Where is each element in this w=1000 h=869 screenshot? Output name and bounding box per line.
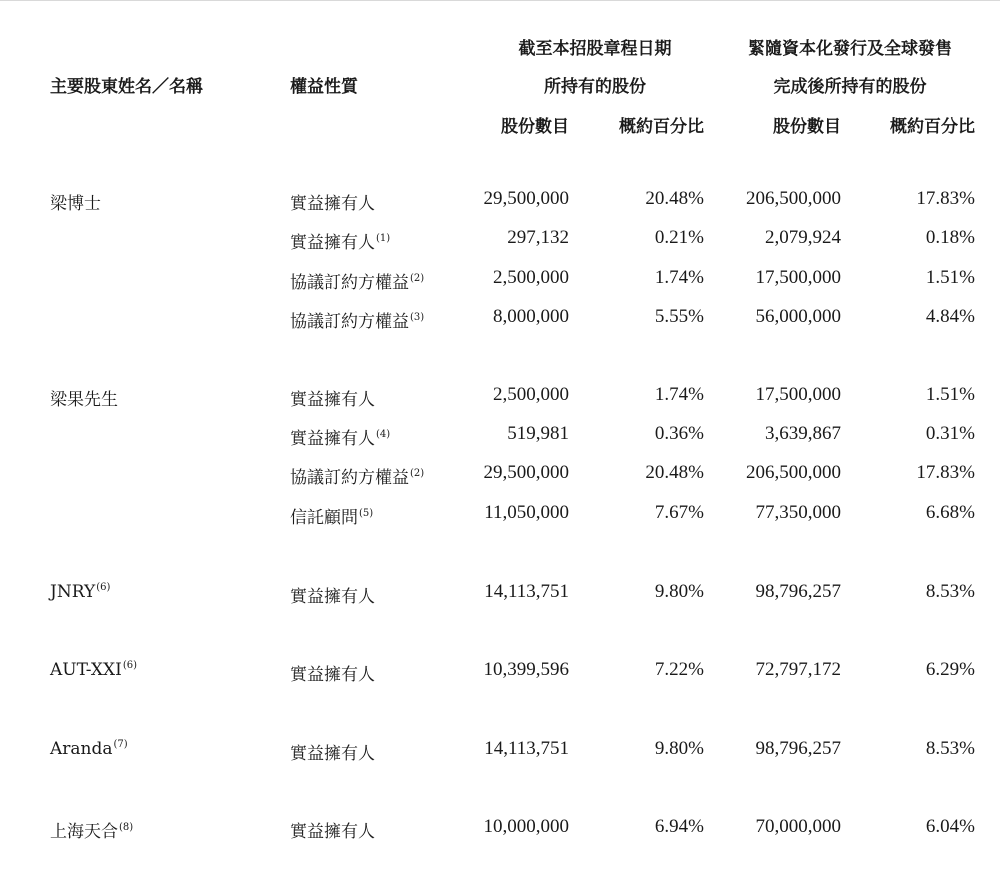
shares-after-offering bbox=[756, 738, 842, 760]
header-pct-after: 概約百分比 bbox=[890, 117, 975, 137]
shares-before-offering bbox=[493, 306, 569, 328]
interest-nature bbox=[290, 189, 375, 214]
interest-nature-text: 實益擁有人 bbox=[290, 587, 375, 607]
interest-nature bbox=[290, 503, 373, 528]
shares-after-offering bbox=[756, 581, 842, 603]
interest-nature bbox=[290, 582, 375, 607]
shares-before-offering-text: 11,050,000 bbox=[484, 502, 569, 523]
percent-after-offering-text: 8.53% bbox=[925, 738, 975, 759]
shares-before-offering-text: 8,000,000 bbox=[493, 306, 569, 327]
header-group2-line1: 緊隨資本化發行及全球發售 bbox=[748, 39, 952, 59]
percent-before-offering bbox=[655, 306, 704, 328]
shares-before-offering-text: 2,500,000 bbox=[493, 384, 569, 405]
holder-name-text: JNRY bbox=[50, 582, 96, 602]
percent-after-offering bbox=[926, 738, 975, 760]
percent-before-offering-text: 20.48% bbox=[645, 188, 704, 209]
percent-after-offering-text: 6.04% bbox=[925, 816, 975, 837]
percent-after-offering-text: 4.84% bbox=[925, 306, 975, 327]
percent-before-offering bbox=[655, 581, 704, 603]
shares-after-offering-text: 72,797,172 bbox=[755, 659, 841, 680]
interest-nature-text: 實益擁有人 bbox=[290, 390, 375, 410]
shares-after-offering bbox=[746, 188, 841, 210]
percent-after-offering-text: 17.83% bbox=[916, 462, 975, 483]
interest-nature bbox=[290, 739, 375, 764]
shares-after-offering-text: 98,796,257 bbox=[755, 738, 841, 759]
interest-nature bbox=[290, 268, 424, 293]
percent-after-offering bbox=[926, 659, 975, 681]
percent-before-offering-text: 5.55% bbox=[654, 306, 704, 327]
header-pct-now: 概約百分比 bbox=[619, 117, 704, 137]
percent-before-offering bbox=[655, 423, 704, 445]
percent-after-offering bbox=[926, 816, 975, 838]
percent-after-offering bbox=[926, 267, 975, 289]
header-group1-line2: 所持有的股份 bbox=[544, 77, 646, 97]
header-holder-name: 主要股東姓名／名稱 bbox=[50, 77, 203, 97]
shares-after-offering bbox=[756, 384, 842, 406]
footnote-ref: (2) bbox=[410, 273, 425, 284]
shares-before-offering-text: 14,113,751 bbox=[484, 581, 569, 602]
percent-before-offering bbox=[655, 227, 704, 249]
shares-before-offering-text: 29,500,000 bbox=[483, 462, 569, 483]
holder-name bbox=[50, 385, 118, 410]
percent-before-offering-text: 7.67% bbox=[654, 502, 704, 523]
interest-nature-text: 實益擁有人 bbox=[290, 194, 375, 214]
percent-before-offering bbox=[655, 816, 704, 838]
footnote-ref: (7) bbox=[113, 739, 128, 750]
holder-name-text: 梁果先生 bbox=[50, 390, 118, 410]
percent-before-offering bbox=[655, 502, 704, 524]
percent-after-offering bbox=[916, 462, 975, 484]
percent-before-offering bbox=[655, 659, 704, 681]
shares-after-offering bbox=[756, 306, 842, 328]
holder-name-text: AUT-XXI bbox=[50, 660, 122, 680]
header-group1-line1: 截至本招股章程日期 bbox=[518, 39, 672, 59]
shares-after-offering-text: 206,500,000 bbox=[746, 188, 841, 209]
shares-after-offering-text: 17,500,000 bbox=[755, 384, 841, 405]
shares-after-offering-text: 70,000,000 bbox=[755, 816, 841, 837]
shares-after-offering-text: 98,796,257 bbox=[755, 581, 841, 602]
interest-nature-text: 實益擁有人 bbox=[290, 665, 375, 685]
shares-before-offering bbox=[484, 188, 570, 210]
shares-before-offering bbox=[493, 267, 569, 289]
shares-after-offering bbox=[756, 502, 842, 524]
footnote-ref: (6) bbox=[122, 660, 137, 671]
shares-after-offering bbox=[746, 462, 841, 484]
header-shares-after: 股份數目 bbox=[773, 117, 841, 137]
percent-before-offering-text: 0.36% bbox=[654, 423, 704, 444]
shares-after-offering-text: 206,500,000 bbox=[746, 462, 841, 483]
percent-before-offering bbox=[645, 462, 704, 484]
holder-name-text: 梁博士 bbox=[50, 194, 101, 214]
shares-after-offering-text: 56,000,000 bbox=[755, 306, 841, 327]
interest-nature bbox=[290, 660, 375, 685]
holder-name bbox=[50, 189, 101, 214]
footnote-ref: (5) bbox=[359, 508, 374, 519]
shares-after-offering bbox=[765, 227, 841, 249]
interest-nature-text: 實益擁有人 bbox=[290, 822, 375, 842]
interest-nature-text: 協議訂約方權益 bbox=[290, 312, 409, 332]
percent-before-offering bbox=[645, 188, 704, 210]
interest-nature-text: 信託顧問 bbox=[290, 508, 358, 528]
interest-nature-text: 協議訂約方權益 bbox=[290, 273, 409, 293]
shares-before-offering bbox=[484, 816, 570, 838]
top-rule bbox=[0, 0, 1000, 1]
shares-after-offering bbox=[756, 659, 842, 681]
shares-before-offering-text: 14,113,751 bbox=[484, 738, 569, 759]
shares-before-offering bbox=[484, 502, 569, 524]
interest-nature-text: 實益擁有人 bbox=[290, 233, 375, 253]
interest-nature bbox=[290, 817, 375, 842]
header-group2-line2: 完成後所持有的股份 bbox=[773, 77, 927, 97]
footnote-ref: (8) bbox=[119, 822, 134, 833]
percent-before-offering-text: 0.21% bbox=[654, 227, 704, 248]
percent-before-offering bbox=[655, 738, 704, 760]
interest-nature-text: 協議訂約方權益 bbox=[290, 468, 409, 488]
interest-nature bbox=[290, 424, 390, 449]
shares-after-offering bbox=[765, 423, 841, 445]
percent-after-offering-text: 1.51% bbox=[925, 384, 975, 405]
footnote-ref: (4) bbox=[376, 429, 391, 440]
shares-before-offering-text: 10,399,596 bbox=[483, 659, 569, 680]
shares-before-offering-text: 2,500,000 bbox=[493, 267, 569, 288]
shares-before-offering-text: 10,000,000 bbox=[483, 816, 569, 837]
percent-before-offering-text: 6.94% bbox=[654, 816, 704, 837]
holder-name bbox=[50, 660, 137, 680]
shares-before-offering bbox=[493, 384, 569, 406]
footnote-ref: (3) bbox=[410, 312, 425, 323]
interest-nature-text: 實益擁有人 bbox=[290, 744, 375, 764]
shares-before-offering bbox=[507, 423, 569, 445]
percent-before-offering bbox=[655, 267, 704, 289]
shares-before-offering bbox=[484, 462, 570, 484]
shares-after-offering-text: 17,500,000 bbox=[755, 267, 841, 288]
percent-after-offering-text: 6.68% bbox=[925, 502, 975, 523]
percent-after-offering-text: 0.18% bbox=[925, 227, 975, 248]
footnote-ref: (6) bbox=[96, 582, 111, 593]
shares-before-offering bbox=[484, 738, 569, 760]
holder-name-text: Aranda bbox=[50, 739, 113, 759]
shares-after-offering-text: 77,350,000 bbox=[755, 502, 841, 523]
holder-name bbox=[50, 739, 128, 759]
percent-after-offering bbox=[926, 581, 975, 603]
percent-after-offering-text: 8.53% bbox=[925, 581, 975, 602]
percent-before-offering-text: 9.80% bbox=[654, 738, 704, 759]
interest-nature bbox=[290, 463, 424, 488]
interest-nature-text: 實益擁有人 bbox=[290, 429, 375, 449]
percent-before-offering-text: 1.74% bbox=[654, 384, 704, 405]
interest-nature bbox=[290, 307, 424, 332]
interest-nature bbox=[290, 228, 390, 253]
percent-after-offering bbox=[916, 188, 975, 210]
percent-after-offering bbox=[926, 227, 975, 249]
percent-before-offering-text: 20.48% bbox=[645, 462, 704, 483]
percent-before-offering bbox=[655, 384, 704, 406]
shares-before-offering-text: 519,981 bbox=[507, 423, 569, 444]
percent-after-offering-text: 6.29% bbox=[925, 659, 975, 680]
shares-after-offering-text: 2,079,924 bbox=[765, 227, 841, 248]
shares-before-offering bbox=[484, 581, 569, 603]
shares-after-offering bbox=[756, 816, 842, 838]
holder-name bbox=[50, 582, 110, 602]
shares-before-offering bbox=[484, 659, 570, 681]
shares-before-offering-text: 29,500,000 bbox=[483, 188, 569, 209]
shares-before-offering-text: 297,132 bbox=[507, 227, 569, 248]
holder-name-text: 上海天合 bbox=[50, 822, 118, 842]
percent-before-offering-text: 9.80% bbox=[654, 581, 704, 602]
percent-after-offering bbox=[926, 384, 975, 406]
percent-after-offering-text: 0.31% bbox=[925, 423, 975, 444]
percent-after-offering bbox=[926, 423, 975, 445]
shares-before-offering bbox=[507, 227, 569, 249]
percent-after-offering bbox=[926, 306, 975, 328]
header-shares-now: 股份數目 bbox=[501, 117, 569, 137]
shares-after-offering bbox=[756, 267, 842, 289]
holder-name bbox=[50, 817, 133, 842]
percent-after-offering-text: 1.51% bbox=[925, 267, 975, 288]
percent-before-offering-text: 7.22% bbox=[654, 659, 704, 680]
interest-nature bbox=[290, 385, 375, 410]
footnote-ref: (2) bbox=[410, 468, 425, 479]
footnote-ref: (1) bbox=[376, 233, 391, 244]
header-nature: 權益性質 bbox=[290, 77, 358, 97]
shares-after-offering-text: 3,639,867 bbox=[765, 423, 841, 444]
percent-before-offering-text: 1.74% bbox=[654, 267, 704, 288]
percent-after-offering bbox=[926, 502, 975, 524]
percent-after-offering-text: 17.83% bbox=[916, 188, 975, 209]
